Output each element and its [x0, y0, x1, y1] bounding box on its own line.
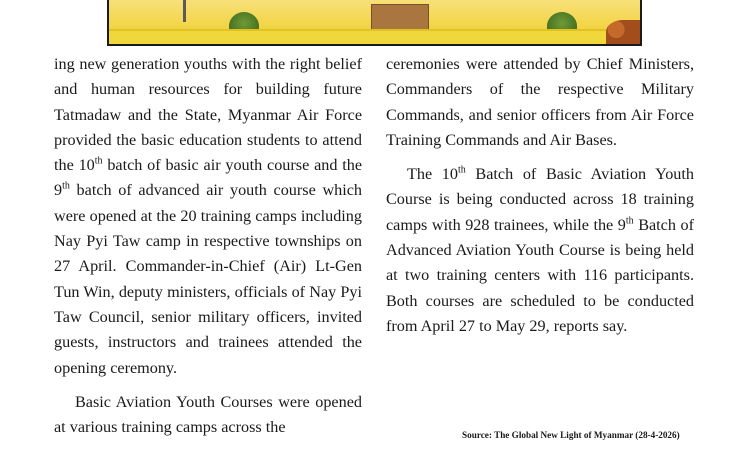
- podium: [371, 4, 429, 32]
- source-credit: Source: The Global New Light of Myanmar (28-4-2026): [462, 430, 680, 440]
- left-paragraph-2: Basic Aviation Youth Courses were opened at various training camps across the: [54, 392, 362, 437]
- stage-platform: [109, 29, 640, 44]
- right-column: [386, 52, 694, 339]
- flower-arrangement: [606, 20, 640, 44]
- left-paragraph-1: ing new generation youths with the right belief and human resources for building future Tatmadaw and the State, Myanmar Air Force provided the basic education students to attend the 10th batch of basic air youth course and the 9th batch of advanced air youth course which were opened at the 20 training camps including Nay Pyi Taw camp in respective townships on 27 April. Commander-in-Chief (Air) Lt-Gen Tun Win, deputy ministers, officials of Nay Pyi Taw Council, senior military officers, invited guests, instructors and trainees attended the opening ceremony.: [54, 55, 363, 377]
- left-column: [54, 52, 362, 440]
- right-paragraph-2: The 10th Batch of Basic Aviation Youth Course is being conducted across 18 training camps with 928 trainees, while the 9th Batch of Advanced Aviation Youth Course is being held at two training centers with 116 participants. Both courses are scheduled to be conducted from April 27 to May 29, reports say.: [386, 164, 694, 335]
- ceremony-photo: [107, 0, 642, 46]
- microphone-stand: [183, 0, 186, 22]
- right-paragraph-1: ceremonies were attended by Chief Ministers, Commanders of the respective Military Commands, and senior officers from Air Force Training Commands and Air Bases.: [386, 55, 694, 149]
